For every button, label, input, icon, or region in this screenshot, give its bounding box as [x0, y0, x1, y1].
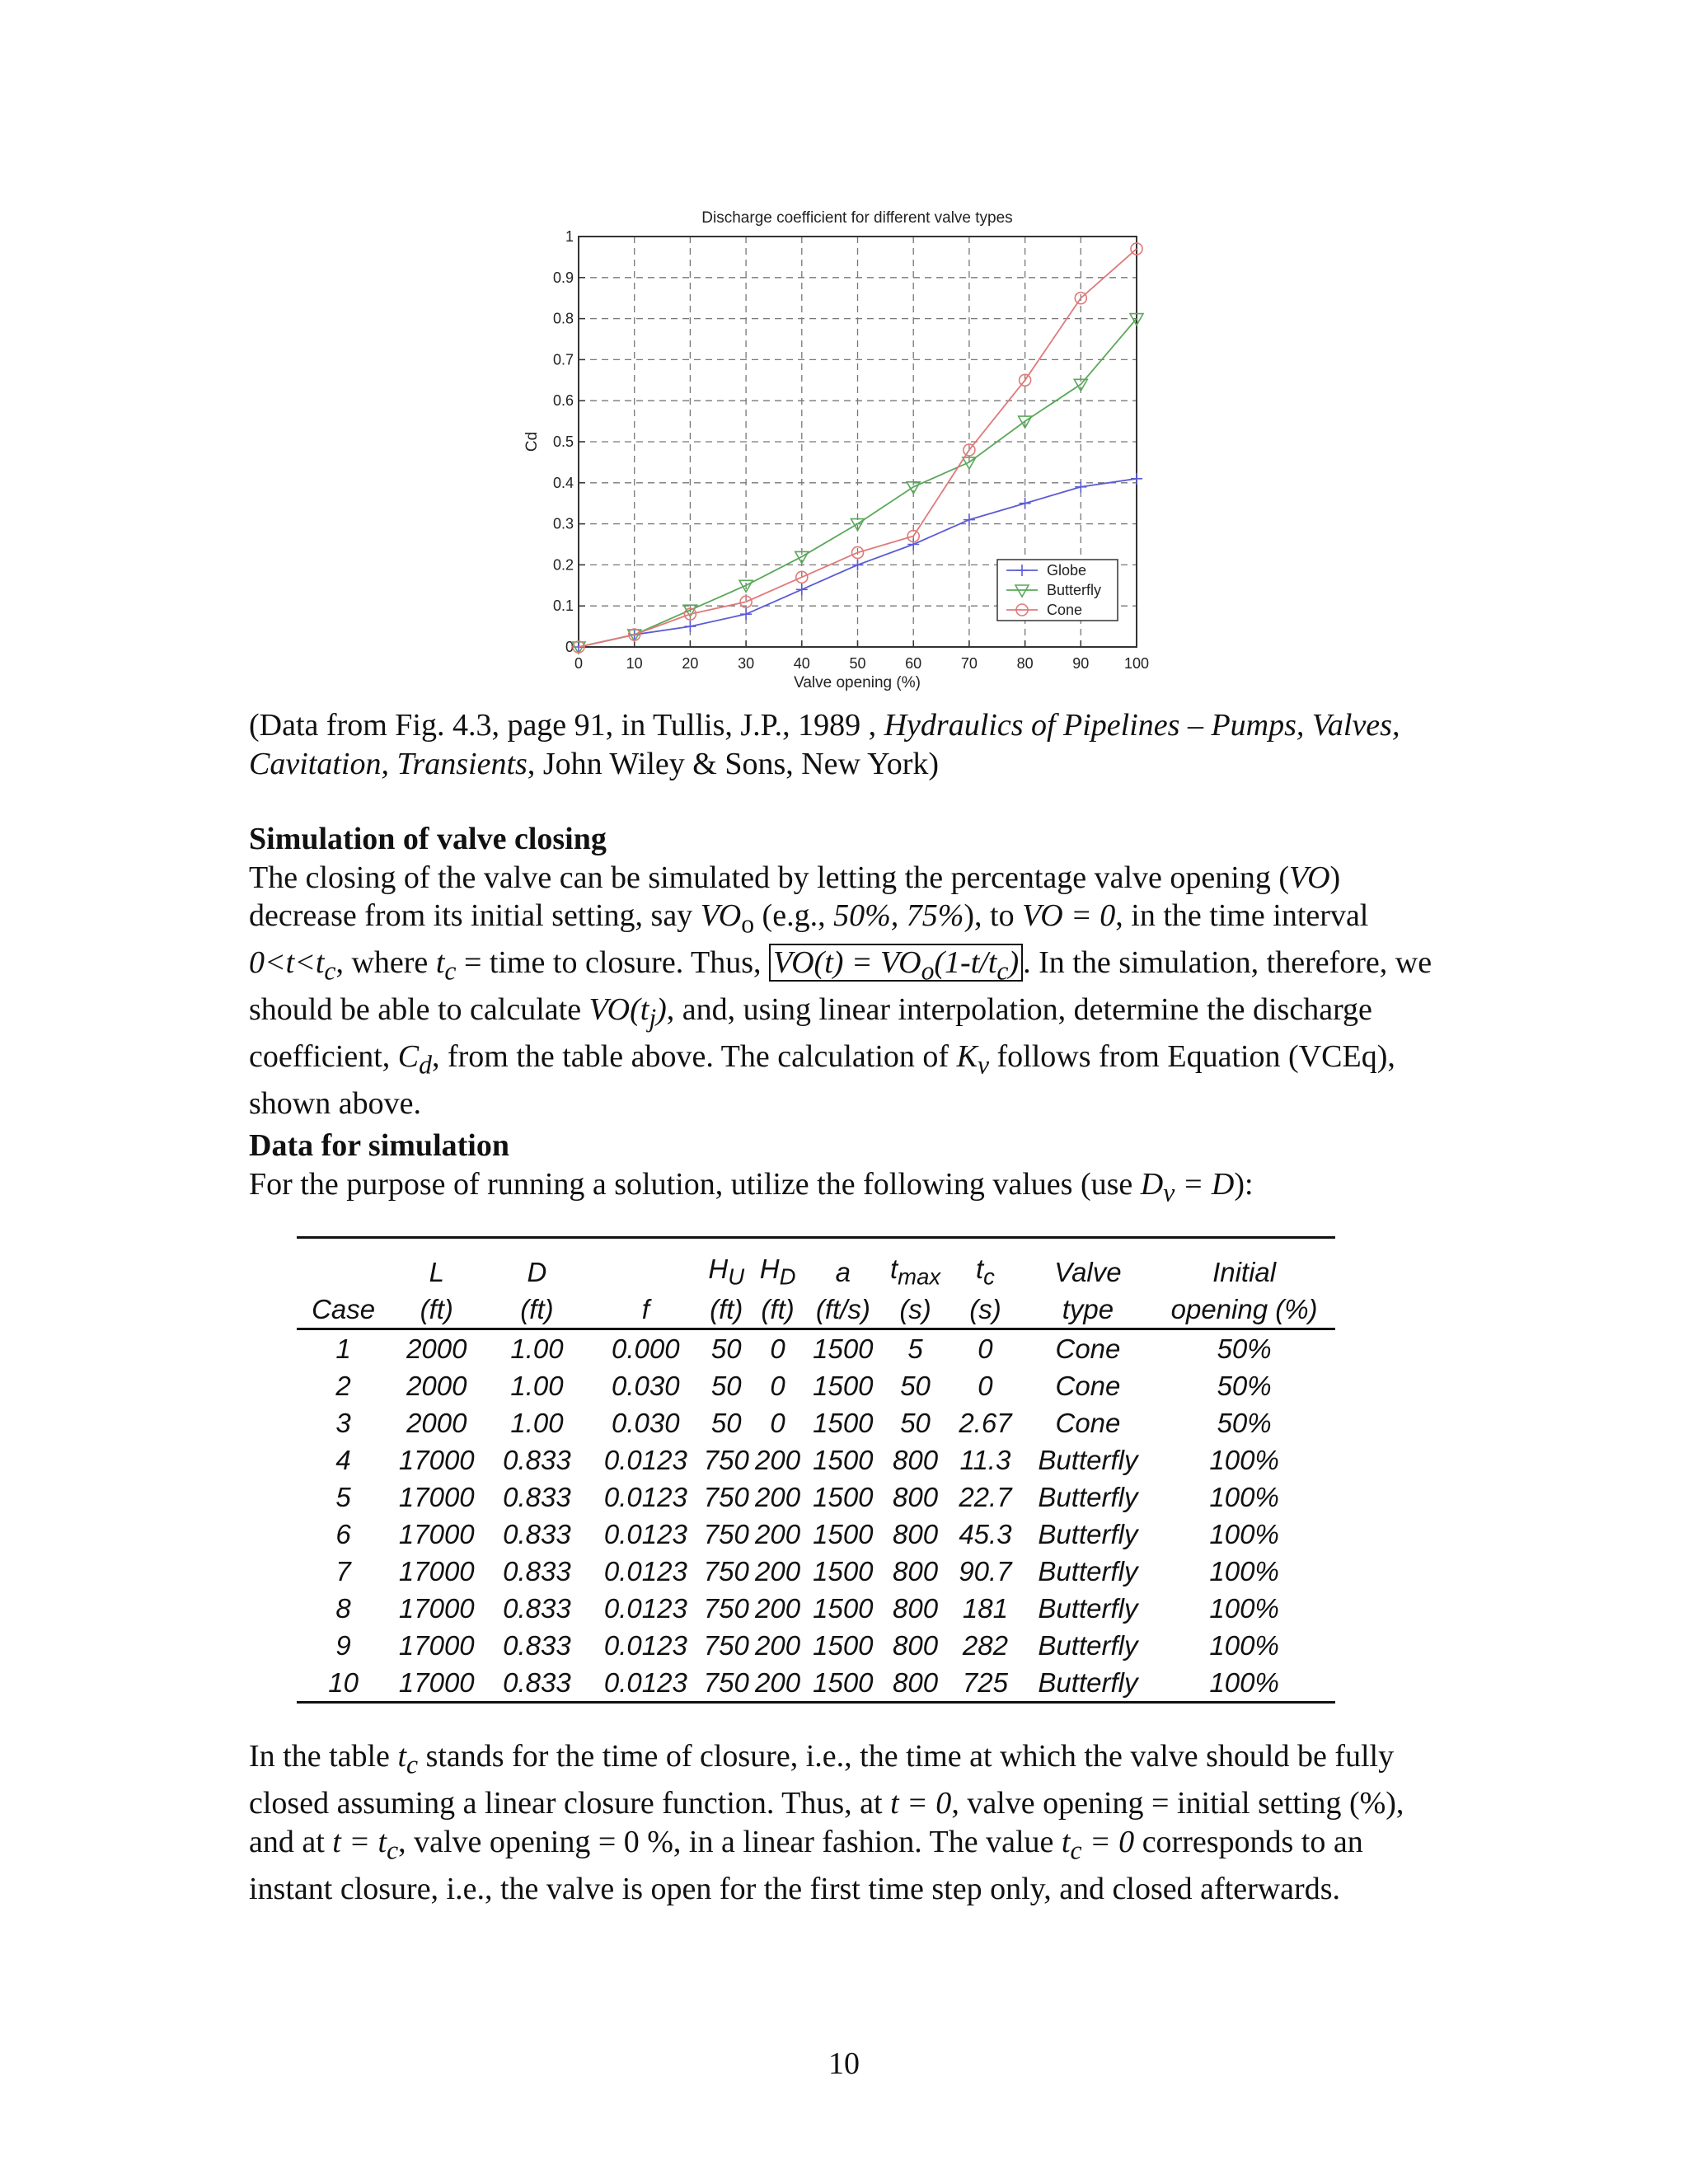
section-heading-valve-closing: Simulation of valve closing: [249, 822, 607, 856]
table-cell: 50: [900, 1370, 931, 1401]
section-data-for-simulation: [249, 1127, 1452, 1212]
table-cell: 0: [770, 1333, 785, 1364]
table-cell: 1.00: [510, 1407, 564, 1438]
table-cell: 200: [755, 1555, 801, 1586]
table-cell: Butterfly: [1038, 1444, 1138, 1475]
data-point-globe: [852, 559, 864, 570]
table-cell: 750: [703, 1518, 749, 1549]
section-valve-closing: [249, 820, 1452, 1123]
table-cell: 2000: [406, 1370, 467, 1401]
x-tick-label: 90: [1072, 655, 1090, 672]
citation-book-title: Hydraulics of Pipelines – Pumps, Valves, Cavitation, Transients: [249, 708, 1400, 781]
table-row: [297, 1627, 1335, 1664]
table-cell: 750: [703, 1629, 749, 1661]
table-cell: 800: [893, 1629, 939, 1661]
table-cell: 50%: [1217, 1370, 1272, 1401]
legend-label-globe: Globe: [1047, 562, 1087, 579]
table-cell: 0.0123: [603, 1518, 687, 1549]
table-cell: 181: [962, 1592, 1008, 1624]
table-cell: 0.833: [503, 1518, 571, 1549]
table-cell: 2: [335, 1370, 351, 1401]
table-cell: Butterfly: [1038, 1555, 1138, 1586]
table-cell: 200: [755, 1481, 801, 1512]
table-cell: Butterfly: [1038, 1592, 1138, 1624]
table-cell: 45.3: [959, 1518, 1012, 1549]
chart-legend: [997, 560, 1118, 621]
col-header-L: L: [390, 1238, 483, 1291]
table-cell: 800: [883, 1664, 948, 1703]
y-tick-label: 0.9: [552, 269, 574, 286]
x-tick-label: 60: [905, 655, 922, 672]
x-tick-label: 50: [849, 655, 866, 672]
table-cell: 5: [907, 1333, 923, 1364]
citation-pre: (Data from Fig. 4.3, page 91, in Tullis, J.P., 1989 ,: [249, 708, 884, 743]
table-cell: 8: [335, 1592, 351, 1624]
y-tick-label: 0.5: [552, 434, 574, 450]
table-row: [297, 1367, 1335, 1404]
y-tick-label: 0.2: [552, 556, 574, 574]
x-tick-label: 20: [682, 655, 699, 672]
x-tick-label: 80: [1016, 655, 1034, 672]
table-cell: 0: [978, 1333, 993, 1364]
table-cell: 1: [335, 1333, 351, 1364]
table-cell: 9: [335, 1629, 351, 1661]
table-cell: 4: [335, 1444, 351, 1475]
table-cell: 100%: [1209, 1629, 1279, 1661]
table-cell: 0.833: [503, 1592, 571, 1624]
page-number: 10: [828, 2046, 860, 2081]
table-cell: 0: [770, 1370, 785, 1401]
table-cell: 100%: [1209, 1444, 1279, 1475]
y-tick-label: 1: [565, 228, 574, 245]
y-tick-label: 0.8: [552, 310, 574, 327]
citation-post: , John Wiley & Sons, New York): [527, 746, 940, 781]
table-cell: 0.0123: [591, 1664, 701, 1703]
col-header-tmax: $t_{max}$: [883, 1238, 948, 1291]
table-row: [297, 1404, 1335, 1441]
table-cell: 1500: [813, 1444, 874, 1475]
table-cell: 100%: [1153, 1664, 1335, 1703]
section-closure-explanation: In the table $t_c$ stands for the time of closure, i.e., the time at which the valve should be fully closed assuming a linear closure function. Thus, at t = 0, valve opening = initial setting (%), and at $t = t_c$, valve opening = 0 %, in a linear fashion. The value $t_c = 0$ corresponds to an instant closure, i.e., the valve is open for the first time step only, and closed afterwards.: [249, 1739, 1404, 1906]
figure-citation: [249, 706, 1452, 783]
table-cell: 17000: [398, 1629, 475, 1661]
table-row: [297, 1516, 1335, 1553]
table-cell: Butterfly: [1038, 1518, 1138, 1549]
table-cell: 17000: [398, 1481, 475, 1512]
table-cell: 7: [335, 1555, 351, 1586]
table-cell: 0.000: [612, 1333, 680, 1364]
table-cell: Cone: [1055, 1370, 1121, 1401]
table-cell: 17000: [398, 1444, 475, 1475]
table-cell: 800: [893, 1518, 939, 1549]
table-cell: Cone: [1055, 1333, 1121, 1364]
table-cell: 0.0123: [603, 1629, 687, 1661]
table-cell: 0: [978, 1370, 993, 1401]
table-cell: 0.030: [612, 1407, 680, 1438]
valve-closing-paragraph: The closing of the valve can be simulated by letting the percentage valve opening (VO) decrease from its initial setting, say $VO_o$ (e.g., 50%, 75%), to VO = 0, in the time interval $0<t<t_c$, where $t_c$ = time to closure. Thus, $VO(t) = VO_o(1-t/t_c)$ . In the simulation, therefore, we should be able to calculate $VO(t_j)$, and, using linear interpolation, determine the discharge coefficient, $C_d$, from the table above. The calculation of $K_v$ follows from Equation (VCEq), shown above.: [249, 860, 1432, 1122]
data-point-globe: [740, 608, 752, 620]
table-cell: 17000: [390, 1664, 483, 1703]
closure-equation-box: $VO(t) = VO_o(1-t/t_c)$: [769, 944, 1023, 982]
table-cell: 1500: [813, 1481, 874, 1512]
table-cell: 800: [893, 1592, 939, 1624]
table-cell: 1500: [813, 1333, 874, 1364]
table-cell: 0.0123: [603, 1592, 687, 1624]
table-cell: 0: [770, 1407, 785, 1438]
table-cell: 800: [893, 1481, 939, 1512]
data-point-globe: [684, 621, 696, 632]
x-tick-label: 100: [1123, 655, 1150, 672]
table-cell: 0.833: [503, 1555, 571, 1586]
table-cell: Butterfly: [1023, 1664, 1153, 1703]
table-cell: 1500: [813, 1629, 874, 1661]
table-cell: 90.7: [959, 1555, 1012, 1586]
table-header-row: [297, 1238, 1335, 1291]
table-cell: 2.67: [959, 1407, 1012, 1438]
table-cell: 750: [703, 1481, 749, 1512]
table-cell: 800: [893, 1555, 939, 1586]
table-cell: 200: [755, 1629, 801, 1661]
table-cell: 1.00: [510, 1333, 564, 1364]
table-cell: 3: [335, 1407, 351, 1438]
table-cell: Butterfly: [1038, 1629, 1138, 1661]
table-cell: 10: [297, 1664, 390, 1703]
table-cell: 17000: [398, 1592, 475, 1624]
table-cell: Butterfly: [1038, 1481, 1138, 1512]
table-cell: 200: [755, 1444, 801, 1475]
y-tick-label: 0.3: [552, 515, 574, 532]
table-cell: 1500: [804, 1664, 883, 1703]
x-tick-label: 70: [960, 655, 978, 672]
table-cell: 100%: [1209, 1481, 1279, 1512]
table-cell: 50%: [1217, 1407, 1272, 1438]
table-cell: 100%: [1209, 1518, 1279, 1549]
col-header-tc: $t_c$: [948, 1238, 1023, 1291]
table-cell: 0.833: [483, 1664, 590, 1703]
table-cell: 0.833: [503, 1444, 571, 1475]
chart-x-label: Valve opening (%): [794, 674, 921, 691]
table-cell: 282: [962, 1629, 1008, 1661]
x-tick-label: 10: [626, 655, 643, 672]
chart-title: Discharge coefficient for different valve types: [701, 209, 1013, 227]
col-header-case: Case: [297, 1291, 390, 1329]
col-header-HU: $H_U$: [701, 1238, 752, 1291]
col-header-HD: $H_D$: [752, 1238, 803, 1291]
table-cell: 17000: [398, 1555, 475, 1586]
table-cell: 50: [900, 1407, 931, 1438]
table-cell: 50: [710, 1407, 742, 1438]
data-intro-paragraph: For the purpose of running a solution, utilize the following values (use $D_v = D$):: [249, 1166, 1254, 1207]
table-cell: 800: [893, 1444, 939, 1475]
table-cell: 6: [335, 1518, 351, 1549]
table-cell: 1.00: [510, 1370, 564, 1401]
col-header-a: a: [804, 1238, 883, 1291]
table-row: [297, 1553, 1335, 1590]
legend-label-cone: Cone: [1047, 602, 1083, 618]
table-cell: 750: [703, 1592, 749, 1624]
y-tick-label: 0.1: [552, 598, 574, 615]
y-tick-label: 0.6: [552, 392, 574, 410]
table-cell: 5: [335, 1481, 351, 1512]
table-cell: 750: [703, 1555, 749, 1586]
table-cell: 50%: [1217, 1333, 1272, 1364]
col-header-f: f: [591, 1291, 701, 1329]
data-point-globe: [796, 583, 808, 595]
y-tick-label: 0.7: [552, 351, 574, 368]
table-cell: 100%: [1209, 1555, 1279, 1586]
table-cell: 2000: [406, 1407, 467, 1438]
table-cell: 50: [710, 1333, 742, 1364]
table-cell: 1500: [813, 1407, 874, 1438]
discharge-coefficient-chart: [0, 0, 1688, 709]
legend-label-butterfly: Butterfly: [1047, 582, 1102, 598]
x-tick-label: 0: [574, 655, 584, 672]
y-tick-label: 0: [565, 639, 574, 655]
table-cell: 1500: [813, 1370, 874, 1401]
table-cell: 750: [703, 1444, 749, 1475]
table-cell: 750: [701, 1664, 752, 1703]
table-cell: 1500: [813, 1555, 874, 1586]
x-tick-label: 40: [793, 655, 810, 672]
table-cell: 0.030: [612, 1370, 680, 1401]
table-cell: 0.833: [503, 1481, 571, 1512]
table-cell: 0.0123: [603, 1444, 687, 1475]
table-cell: 2000: [406, 1333, 467, 1364]
table-cell: 17000: [398, 1518, 475, 1549]
table-cell: 1500: [813, 1518, 874, 1549]
table-units-row: Case (ft) (ft) f (ft) (ft) (ft/s) (s) (s) type opening (%): [297, 1291, 1335, 1329]
table-row: [297, 1590, 1335, 1627]
table-cell: Cone: [1055, 1407, 1121, 1438]
data-point-globe: [1020, 498, 1031, 509]
table-row: [297, 1479, 1335, 1516]
table-cell: 200: [755, 1518, 801, 1549]
table-cell: 22.7: [959, 1481, 1012, 1512]
table-row: [297, 1329, 1335, 1368]
table-cell: 0.0123: [603, 1555, 687, 1586]
table-cell: 100%: [1209, 1592, 1279, 1624]
chart-y-label: Cd: [523, 431, 541, 452]
table-cell: 50: [710, 1370, 742, 1401]
table-cell: 0.0123: [603, 1481, 687, 1512]
y-tick-label: 0.4: [552, 474, 574, 491]
col-header-valve: Valve: [1023, 1238, 1153, 1291]
table-cell: 11.3: [959, 1444, 1011, 1475]
col-header-initial: Initial: [1153, 1238, 1335, 1291]
section-heading-data-for-simulation: Data for simulation: [249, 1128, 509, 1163]
table-row: [297, 1441, 1335, 1479]
table-cell: 200: [755, 1592, 801, 1624]
table-row: [297, 1664, 1335, 1703]
table-cell: 1500: [813, 1592, 874, 1624]
x-tick-label: 30: [738, 655, 755, 672]
table-cell: 200: [752, 1664, 803, 1703]
table-cell: 0.833: [503, 1629, 571, 1661]
col-header-D: D: [483, 1238, 590, 1291]
simulation-data-table: [297, 1236, 1335, 1704]
table-cell: 725: [948, 1664, 1023, 1703]
